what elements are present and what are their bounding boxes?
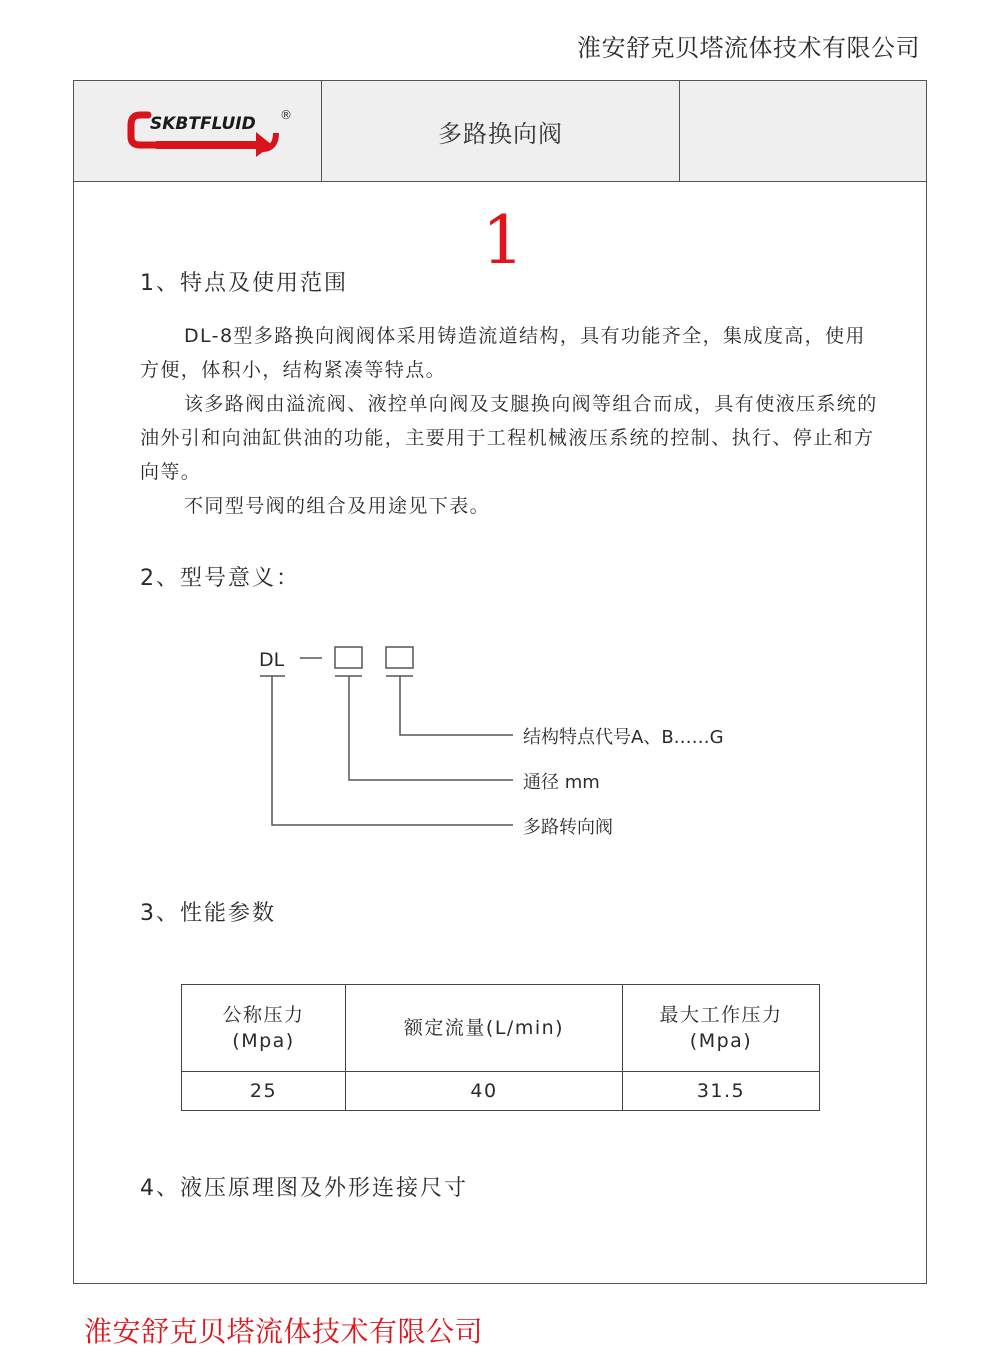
paragraph: DL-8型多路换向阀阀体采用铸造流道结构，具有功能齐全，集成度高，使用方便，体积小，结构紧凑等特点。 <box>140 325 866 381</box>
model-prefix: DL <box>259 649 285 671</box>
performance-table <box>181 984 820 1111</box>
table-header-cell: 最大工作压力 (Mpa) <box>623 985 820 1072</box>
leader-line-prefix <box>272 676 513 825</box>
paragraph: 该多路阀由溢流阀、液控单向阀及支腿换向阀等组合而成，具有使液压系统的油外引和向油缸供油的功能，主要用于工程机械液压系统的控制、执行、停止和方向等。 <box>140 393 878 483</box>
section-heading-features: 1、特点及使用范围 <box>140 271 348 296</box>
code-box-structure <box>386 647 413 668</box>
table-cell: 31.5 <box>623 1072 820 1111</box>
page-number: 1 <box>482 202 524 279</box>
table-header-cell: 额定流量(L/min) <box>346 985 623 1072</box>
table-row <box>182 1072 820 1111</box>
section-heading-model: 2、型号意义： <box>140 566 300 591</box>
company-name-bottom: 淮安舒克贝塔流体技术有限公司 <box>84 1315 484 1348</box>
label-structure-code: 结构特点代号A、B……G <box>523 727 724 748</box>
registered-mark: ® <box>280 108 292 122</box>
table-header-row <box>182 985 820 1072</box>
logo-wordmark: SKBTFLUID <box>150 114 256 134</box>
section-heading-schematic: 4、液压原理图及外形连接尺寸 <box>140 1176 468 1201</box>
leader-line-structure <box>400 676 513 735</box>
label-valve-type: 多路转向阀 <box>523 817 613 838</box>
document-title: 多路换向阀 <box>438 119 563 148</box>
table-header-cell: 公称压力 (Mpa) <box>182 985 346 1072</box>
section-heading-performance: 3、性能参数 <box>140 901 276 926</box>
leader-line-size <box>349 676 513 780</box>
paragraph: 不同型号阀的组合及用途见下表。 <box>184 495 491 517</box>
label-nominal-size: 通径 mm <box>523 772 600 793</box>
table-cell: 25 <box>182 1072 346 1111</box>
table-cell: 40 <box>346 1072 623 1111</box>
code-box-size <box>335 647 362 668</box>
company-name-top: 淮安舒克贝塔流体技术有限公司 <box>577 34 920 62</box>
